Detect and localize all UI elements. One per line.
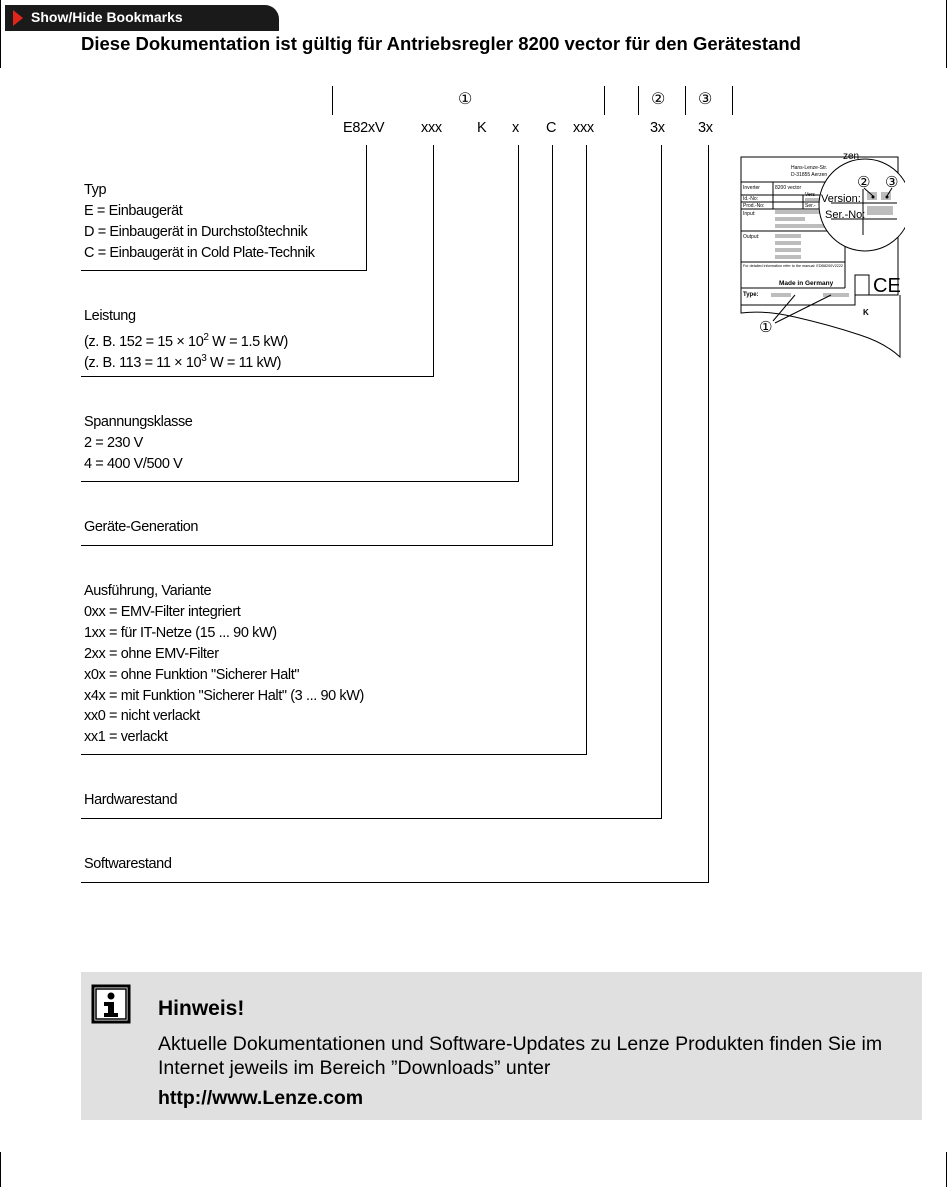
text-line: 2 = 230 V [84,435,143,451]
code-segment: K [477,120,487,136]
section-underline [81,818,662,819]
svg-text:Vers: Vers [805,192,816,198]
section-hardware: Hardwarestand [84,792,178,808]
bracket-separator [685,86,686,115]
bookmarks-label: Show/Hide Bookmarks [31,9,183,25]
note-body: Aktuelle Dokumentationen und Software-Updates zu Lenze Produkten finden Sie im Internet jeweils im Bereich ”Downloads” unter [158,1033,883,1079]
svg-text:CE: CE [873,275,901,297]
code-segment: 3x [650,120,665,136]
section-underline [81,754,587,755]
text-line: Spannungsklasse [84,414,193,430]
code-segment: C [546,120,557,136]
nameplate-illustration [735,145,905,360]
svg-text:②: ② [857,173,871,191]
svg-text:8200 vector: 8200 vector [775,185,802,191]
text-line: xx0 = nicht verlackt [84,708,200,724]
svg-text:Prod.-No:: Prod.-No: [743,203,765,209]
text-line: 1xx = für IT-Netze (15 ... 90 kW) [84,625,277,641]
text-line: Leistung [84,308,136,324]
section-underline [81,376,434,377]
text-line: 2xx = ohne EMV-Filter [84,646,219,662]
text-line: (z. B. $152 = 15 \times 10^2$ W = 1.5 kW) [84,332,288,350]
svg-text:D-31855 Aerzen: D-31855 Aerzen [791,172,828,178]
section-underline [81,882,709,883]
triangle-right-icon [13,10,23,26]
show-hide-bookmarks-button[interactable] [5,5,279,31]
text-line: Ausführung, Variante [84,583,212,599]
bracket-separator [732,86,733,115]
page-edge-left-bottom [0,1152,1,1187]
section-underline [81,270,367,271]
svg-text:①: ① [759,318,773,336]
connector-line [708,145,709,883]
page-edge-left-top [0,0,1,68]
note-box [81,972,922,1120]
section-software: Softwarestand [84,856,172,872]
note-title: Hinweis! [158,997,245,1020]
svg-text:Version:: Version: [821,193,861,205]
code-segment: 3x [698,120,713,136]
lenze-link[interactable]: http://www.Lenze.com [158,1087,364,1109]
page-edge-right-bottom [946,1152,947,1187]
section-underline [81,545,553,546]
text-line: x0x = ohne Funktion "Sicherer Halt" [84,667,300,683]
bracket-separator [332,86,333,115]
connector-line [433,145,434,377]
bracket-separator [604,86,605,115]
page-edge-right-top [946,0,947,68]
svg-text:Made in Germany: Made in Germany [779,280,834,287]
text-line: C = Einbaugerät in Cold Plate-Technik [84,245,315,261]
connector-line [518,145,519,482]
svg-text:Ser.-: Ser.- [805,203,816,209]
bracket-separator [638,86,639,115]
svg-text:For detailed information refer: For detailed information refer to the manual: EDB8200V2222 [743,263,844,268]
svg-text:Input:: Input: [743,211,756,217]
text-line: x4x = mit Funktion "Sicherer Halt" (3 ... 90 kW) [84,688,364,704]
svg-text:③: ③ [885,173,899,191]
text-line: D = Einbaugerät in Durchstoßtechnik [84,224,308,240]
svg-text:Output:: Output: [743,234,760,240]
svg-text:Id.-No:: Id.-No: [743,196,759,202]
code-segment: xxx [573,120,594,136]
code-segment: x [512,120,519,136]
text-line: 4 = 400 V/500 V [84,456,183,472]
connector-line [586,145,587,755]
info-icon [91,984,131,1024]
text-line: 0xx = EMV-Filter integriert [84,604,241,620]
text-line: Typ [84,182,107,198]
svg-text:K: K [863,308,869,317]
section-generation: Geräte-Generation [84,519,199,535]
page-title: Diese Dokumentation ist gültig für Antriebsregler 8200 vector für den Gerätestand [81,33,801,54]
text-line: (z. B. $113 = 11 \times 10^3$ W = 11 kW) [84,353,282,371]
code-segment: E82xV [343,120,385,136]
svg-text:Inverter: Inverter [743,185,760,191]
section-underline [81,481,519,482]
text-line: xx1 = verlackt [84,729,168,745]
marker-2: ② [651,91,666,108]
marker-3: ③ [698,91,713,108]
connector-line [366,145,367,271]
marker-1: ① [458,91,473,108]
svg-text:Ser.-No:: Ser.-No: [825,209,866,221]
svg-text:zen: zen [843,151,860,162]
code-segment: xxx [421,120,442,136]
connector-line [552,145,553,546]
svg-text:Type:: Type: [743,292,759,298]
text-line: E = Einbaugerät [84,203,183,219]
connector-line [661,145,662,819]
svg-text:Hans-Lenze-Str.: Hans-Lenze-Str. [791,165,828,171]
